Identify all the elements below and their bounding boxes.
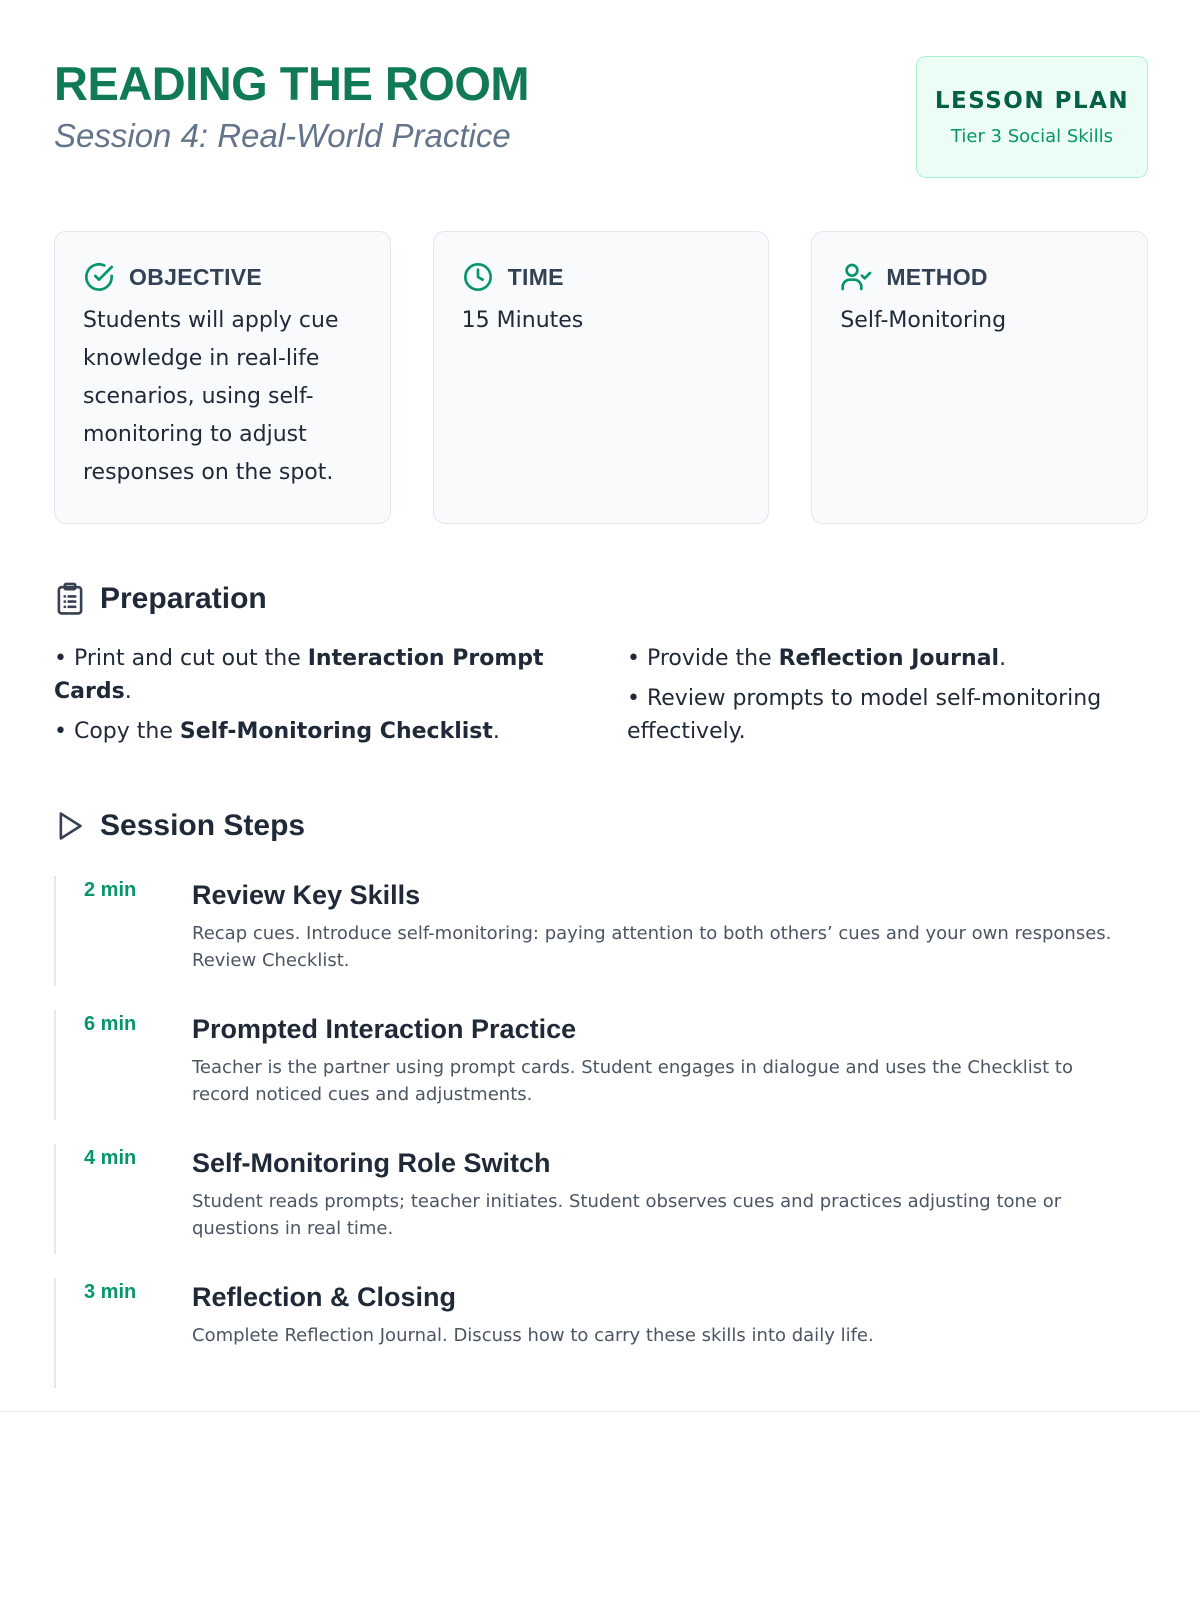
step-title: Review Key Skills xyxy=(192,880,421,910)
preparation-heading xyxy=(54,582,267,616)
footer-divider xyxy=(0,1411,1200,1412)
step-title: Prompted Interaction Practice xyxy=(192,1014,577,1044)
step-duration: 2 min xyxy=(84,879,137,901)
list-item: • Copy the Self-Monitoring Checklist. xyxy=(54,719,500,744)
clock-icon xyxy=(462,261,494,293)
page-header xyxy=(54,56,1148,178)
objective-card xyxy=(54,231,391,524)
user-check-icon xyxy=(840,261,872,293)
card-label: METHOD xyxy=(886,263,988,290)
preparation-column-right xyxy=(627,642,1148,755)
time-card xyxy=(433,231,770,524)
page-title: READING THE ROOM xyxy=(54,57,530,110)
step-description: Complete Reflection Journal. Discuss how to carry these skills into daily life. xyxy=(192,1325,874,1346)
section-title: Preparation xyxy=(100,582,267,615)
session-steps-heading xyxy=(54,809,305,843)
list-item: • Provide the Reflection Journal. xyxy=(627,646,1007,671)
play-icon xyxy=(54,809,86,843)
card-text: Students will apply cue knowledge in real-life scenarios, using self-monitoring to adjust responses on the spot. xyxy=(83,308,339,485)
page-subtitle: Session 4: Real-World Practice xyxy=(54,117,511,154)
card-text: Self-Monitoring xyxy=(840,308,1007,333)
list-item: • Print and cut out the Interaction Prompt Cards. xyxy=(54,646,544,704)
step-item xyxy=(54,1010,1148,1120)
section-title: Session Steps xyxy=(100,809,306,842)
badge-title: LESSON PLAN xyxy=(934,87,1130,114)
step-description: Teacher is the partner using prompt cards. Student engages in dialogue and uses the Checklist to record noticed cues and adjustments. xyxy=(192,1057,1073,1105)
list-item: • Review prompts to model self-monitoring effectively. xyxy=(627,686,1102,744)
step-duration: 6 min xyxy=(84,1013,137,1035)
card-label: OBJECTIVE xyxy=(129,263,263,290)
step-item xyxy=(54,1278,1148,1388)
step-item xyxy=(54,1144,1148,1254)
step-title: Reflection & Closing xyxy=(192,1282,457,1312)
preparation-column-left xyxy=(54,642,627,755)
step-duration: 3 min xyxy=(84,1281,137,1303)
method-card xyxy=(811,231,1148,524)
lesson-plan-badge xyxy=(916,56,1148,178)
step-title: Self-Monitoring Role Switch xyxy=(192,1148,551,1178)
preparation-list xyxy=(54,642,1148,755)
check-circle-icon xyxy=(83,261,115,293)
clipboard-icon xyxy=(54,582,86,616)
step-description: Recap cues. Introduce self-monitoring: paying attention to both others’ cues and your own responses. Review Checklist. xyxy=(192,923,1112,971)
badge-subtitle: Tier 3 Social Skills xyxy=(950,125,1114,147)
step-duration: 4 min xyxy=(84,1147,137,1169)
card-label: TIME xyxy=(507,263,564,290)
session-steps-list xyxy=(54,876,1148,1412)
summary-cards xyxy=(54,231,1148,524)
card-text: 15 Minutes xyxy=(461,308,584,333)
step-item xyxy=(54,876,1148,986)
step-description: Student reads prompts; teacher initiates. Student observes cues and practices adjusting tone or questions in real time. xyxy=(192,1191,1062,1239)
